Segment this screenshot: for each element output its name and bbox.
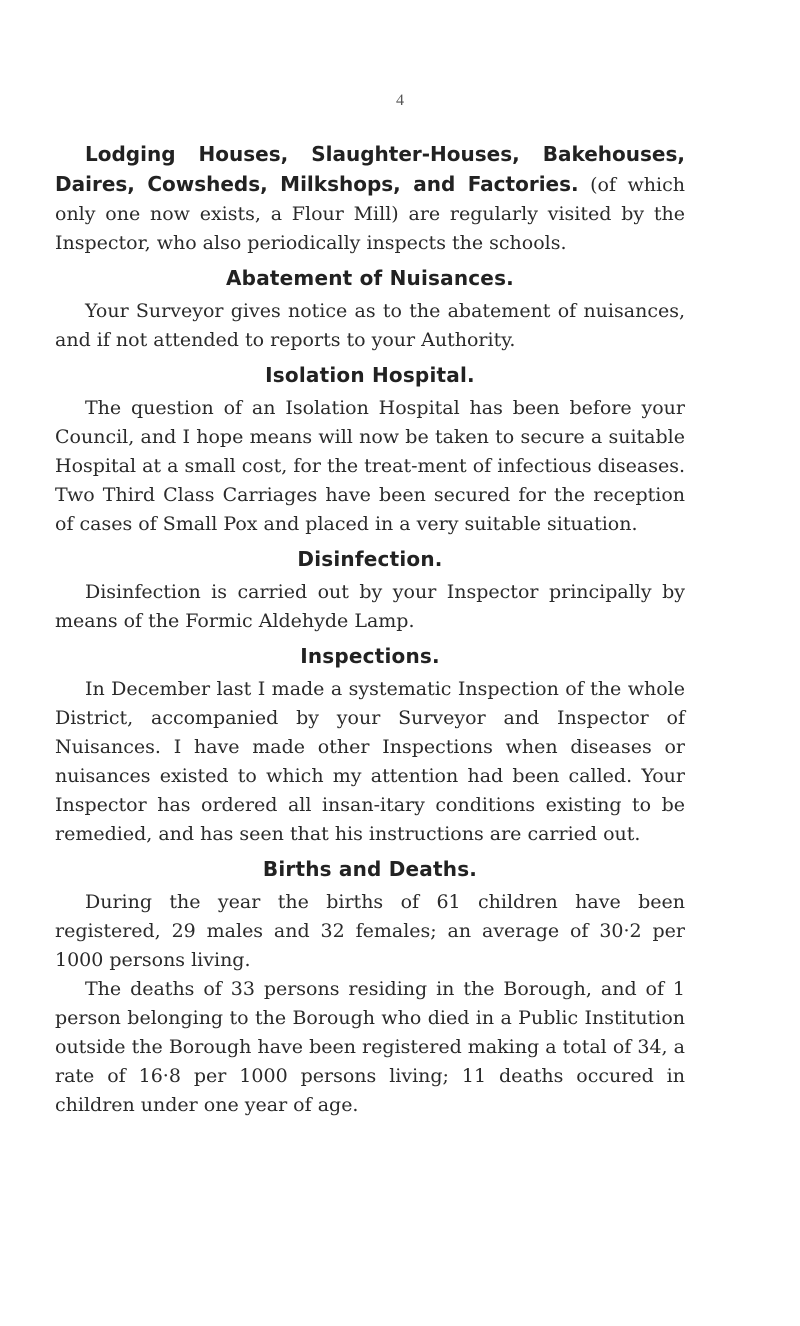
section-births-deaths	[55, 855, 685, 1120]
section-paragraph: The question of an Isolation Hospital has been before your Council, and I hope means will now be taken to secure a suitable Hospital at a small cost, for the treat-ment of infectious diseases. Two Third Class Carriages have been secured for the reception of cases of Small Pox and placed in a very suitable situation.	[55, 397, 685, 535]
section-heading: Isolation Hospital.	[265, 363, 475, 387]
document-body	[55, 140, 685, 1120]
section-isolation-hospital	[55, 361, 685, 539]
section-heading: Inspections.	[300, 644, 440, 668]
lead-paragraph	[55, 140, 685, 258]
section-inspections	[55, 642, 685, 849]
section-paragraph: Disinfection is carried out by your Inspector principally by means of the Formic Aldehyde Lamp.	[55, 581, 685, 632]
section-paragraph: The deaths of 33 persons residing in the Borough, and of 1 person belonging to the Borough who died in a Public Institution outside the Borough have been registered making a total of 34, a rate of 16·8 per 1000 persons living; 11 deaths occured in children under one year of age.	[55, 978, 685, 1116]
lead-text: (of which only one now exists, a Flour Mill) are regularly visited by the Inspector, who also periodically inspects the schools.	[55, 174, 685, 254]
section-paragraph: In December last I made a systematic Inspection of the whole District, accompanied by your Surveyor and Inspector of Nuisances. I have made other Inspections when diseases or nuisances existed to which my attention had been called. Your Inspector has ordered all insan-itary conditions existing to be remedied, and has seen that his instructions are carried out.	[55, 678, 685, 845]
section-heading: Births and Deaths.	[262, 857, 478, 881]
section-disinfection	[55, 545, 685, 636]
section-heading: Abatement of Nuisances.	[226, 266, 514, 290]
lead-heading: Lodging Houses, Slaughter-Houses, Bakehouses, Daires, Cowsheds, Milkshops, and Factories.	[55, 142, 685, 196]
section-paragraph: Your Surveyor gives notice as to the abatement of nuisances, and if not attended to reports to your Authority.	[55, 300, 685, 351]
section-abatement	[55, 264, 685, 355]
page-number: 4	[396, 92, 404, 109]
section-paragraph: During the year the births of 61 children have been registered, 29 males and 32 females; an average of 30·2 per 1000 persons living.	[55, 891, 685, 971]
section-heading: Disinfection.	[297, 547, 443, 571]
